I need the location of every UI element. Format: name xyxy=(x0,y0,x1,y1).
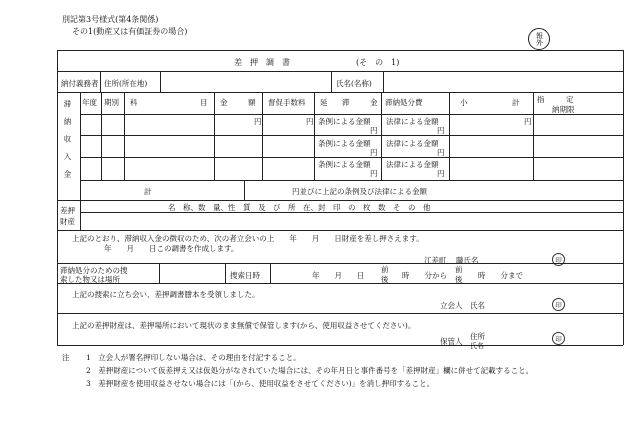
official-seal-mark: 印 xyxy=(552,253,565,266)
document-title-suffix: (そ の 1) xyxy=(356,58,400,67)
yen-r2-rule: 円 xyxy=(370,148,378,157)
official-title-name: 職氏名 xyxy=(456,256,479,265)
witness-statement: 上記の捜索に立ち会い、差押調書謄本を受領しました。 xyxy=(72,290,260,299)
rule-amount-r3: 条例による金額 xyxy=(318,160,371,169)
report-stamp: 報外 xyxy=(528,28,550,50)
property-header: 名 称、数 量、性 質 及 び 所 在、封 印 の 枚 数 そ の 他 xyxy=(168,203,431,212)
keeper-address-label: 住所 xyxy=(470,332,485,341)
col-delay-b: 滞 xyxy=(342,98,350,107)
yen-r1-rule: 円 xyxy=(370,126,378,135)
yen-r3-rule: 円 xyxy=(370,169,378,178)
search-place-label-2: 索した物又は場所 xyxy=(60,275,120,284)
yen-r2-law: 円 xyxy=(437,148,445,157)
document-title: 差 押 調 書 xyxy=(234,58,290,67)
col-item-a: 科 xyxy=(130,98,138,107)
search-to-time: 時 分まで xyxy=(478,271,523,280)
keeper-name-label: 氏名 xyxy=(470,342,484,350)
yen-r1-law: 円 xyxy=(437,126,445,135)
col-year: 年度 xyxy=(82,98,97,107)
official-town: 江差町 xyxy=(424,256,447,265)
yen-r1-subtotal: 円 xyxy=(524,117,532,126)
col-amount-b: 額 xyxy=(248,98,256,107)
frame-right xyxy=(623,50,624,345)
form-reference: 別記第3号様式(第4条関係) xyxy=(62,15,159,24)
note-1: 1 立会人が署名押印しない場合は、その理由を付記すること。 xyxy=(86,353,301,362)
total-label: 計 xyxy=(144,187,152,196)
search-place-label-1: 滞納処分のための捜 xyxy=(60,266,128,275)
note-3: 3 差押財産を使用収益させない場合には「(から、使用収益をさせてください)」を消し押印すること。 xyxy=(86,379,435,388)
yen-r3-law: 円 xyxy=(437,169,445,178)
col-amount-a: 金 xyxy=(220,98,228,107)
seizure-statement: 上記のとおり、滞納収入金の徴収のため、次の者立会いの上 年 月 日財産を差し押さえます。 xyxy=(72,234,424,243)
col-fee: 督促手数料 xyxy=(268,98,306,107)
col-subtotal-b: 計 xyxy=(512,98,520,107)
custody-statement: 上記の差押財産は、差押場所において現状のまま無償で保管します(から、使用収益させてください)。 xyxy=(72,321,416,330)
notes-label: 注 xyxy=(62,353,70,362)
law-amount-r1: 法律による金額 xyxy=(386,117,439,126)
search-pm-start: 後 xyxy=(381,275,389,284)
property-label-a: 差押 xyxy=(60,206,75,215)
keeper-label: 保管人 xyxy=(440,337,463,346)
col-item-b: 目 xyxy=(200,98,208,107)
col-delay-c: 金 xyxy=(370,98,378,107)
arrears-side-label: 滞納収入金 xyxy=(63,100,72,188)
frame-top xyxy=(57,50,623,51)
law-amount-r3: 法律による金額 xyxy=(386,160,439,169)
rule-amount-r2: 条例による金額 xyxy=(318,139,371,148)
law-amount-r2: 法律による金額 xyxy=(386,139,439,148)
search-from-time: 時 分から xyxy=(402,271,447,280)
col-deadline-b: 定 xyxy=(566,95,574,104)
report-date-line: 年 月 日この調書を作成します。 xyxy=(104,244,239,253)
search-date: 年 月 日 xyxy=(312,271,365,280)
total-note: 円並びに上記の条例及び法律による金額 xyxy=(292,187,427,196)
form-subtitle: その1(動産又は有価証券の場合) xyxy=(72,27,188,36)
witness-seal-mark: 印 xyxy=(552,298,565,311)
witness-name-label: 立会人 氏名 xyxy=(440,301,485,310)
taxpayer-label: 納付義務者 xyxy=(61,79,99,88)
name-label: 氏名(名称) xyxy=(336,79,372,88)
col-deadline-a: 指 xyxy=(537,95,545,104)
col-deadline-c: 納期限 xyxy=(552,105,575,114)
search-am-end: 前 xyxy=(455,265,463,274)
note-2: 2 差押財産について仮差押え又は仮処分がなされていた場合には、その年月日と事件番号を「差押財産」欄に併せて記載すること。 xyxy=(86,366,534,375)
search-datetime-label: 捜索日時 xyxy=(230,271,260,280)
col-subtotal-a: 小 xyxy=(460,98,468,107)
address-label: 住所(所在地) xyxy=(104,79,148,88)
rule-amount-r1: 条例による金額 xyxy=(318,117,371,126)
keeper-seal-mark: 印 xyxy=(552,332,565,345)
property-label-b: 財産 xyxy=(60,217,75,226)
yen-r1-fee: 円 xyxy=(306,117,314,126)
col-period: 期別 xyxy=(104,98,119,107)
search-pm-end: 後 xyxy=(455,275,463,284)
search-am-start: 前 xyxy=(381,265,389,274)
col-disposal-fee: 滞納処分費 xyxy=(385,98,423,107)
yen-r1-amount: 円 xyxy=(254,117,262,126)
frame-bottom xyxy=(57,345,623,346)
col-delay-a: 延 xyxy=(320,98,328,107)
frame-left xyxy=(57,50,58,345)
